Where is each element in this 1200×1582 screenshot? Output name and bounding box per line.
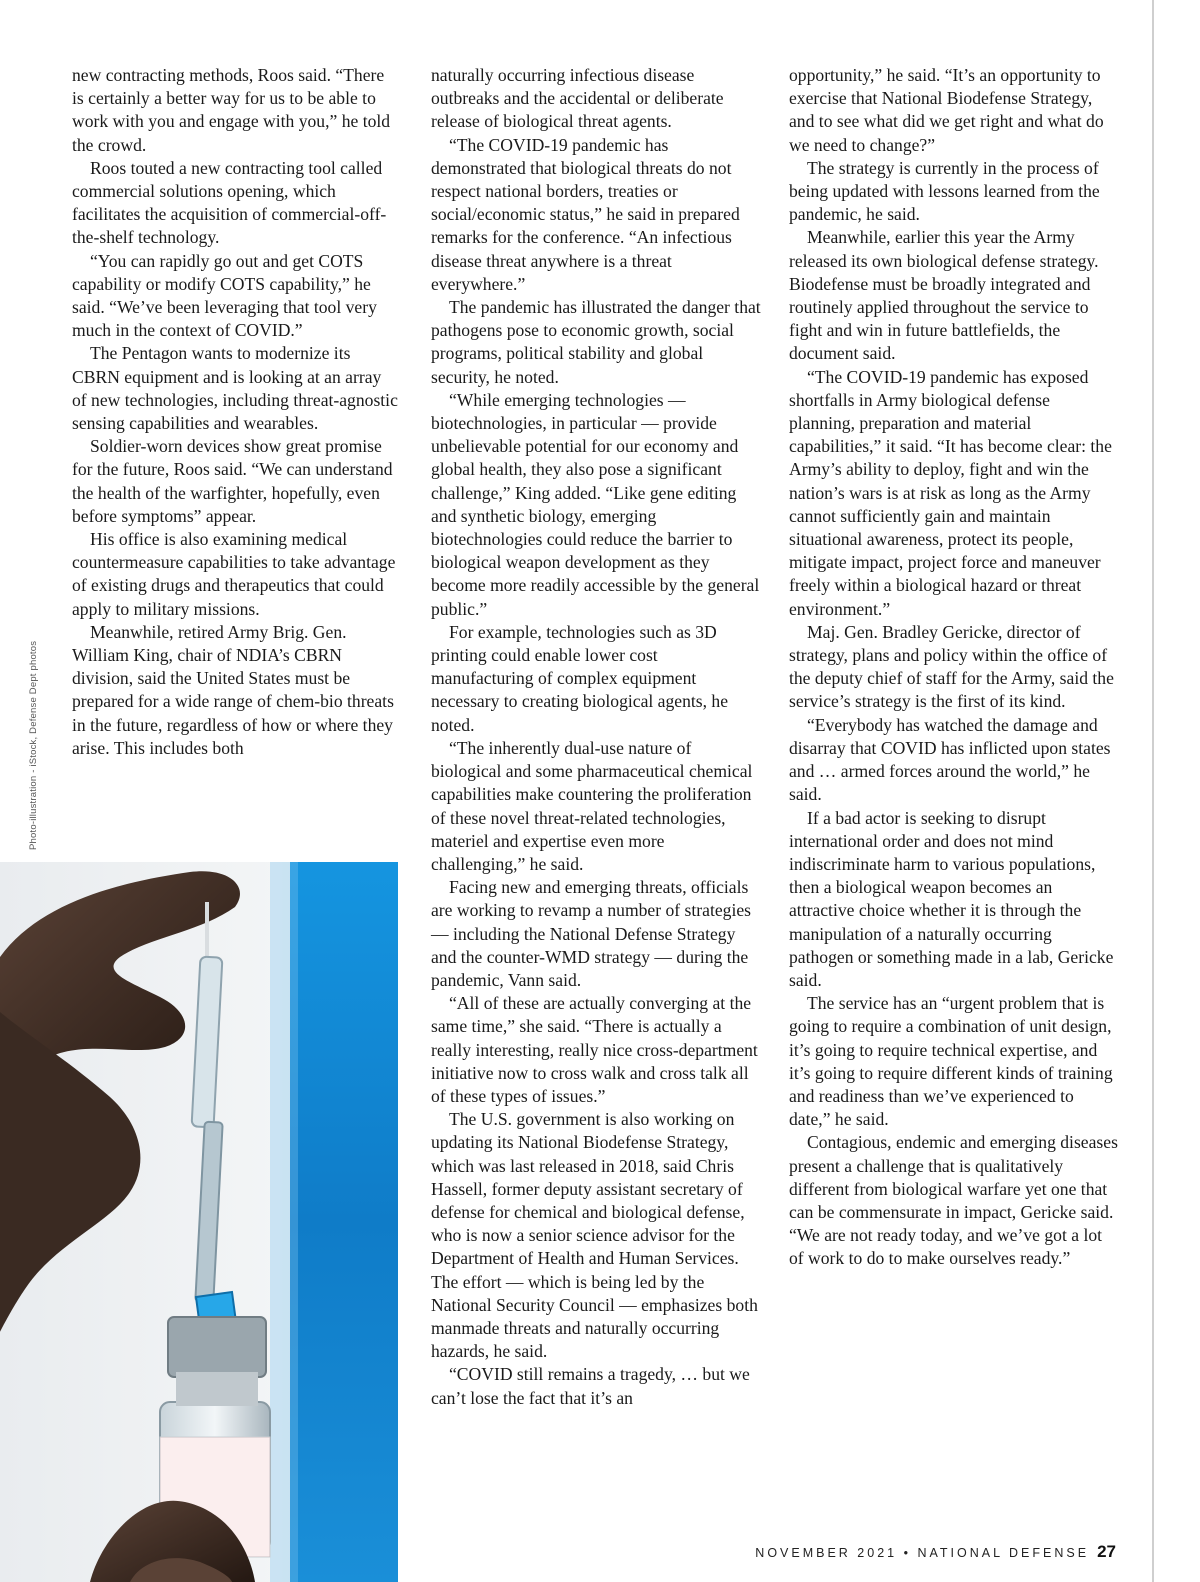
paragraph: opportunity,” he said. “It’s an opportunity to exercise that National Biodefense Strategy, and to see what did we get right and what do we need to change?”: [789, 65, 1104, 155]
paragraph: “The COVID-19 pandemic has exposed shortfalls in Army biological defense planning, preparation and material capabilities,” it said. “It has become clear: the Army’s ability to deploy, fight and win the nation’s wars is at risk as long as the Army cannot sufficiently gain and maintain situational awareness, protect its people, mitigate impact, project force and maneuver freely within a biological hazard or threat environment.”: [789, 366, 1112, 619]
paragraph: Roos touted a new contracting tool called commercial solutions opening, which facilitates the acquisition of commercial-off-the-shelf technology.: [72, 157, 387, 248]
paragraph: “The COVID-19 pandemic has demonstrated that biological threats do not respect national borders, treaties or social/economic status,” he said in prepared remarks for the conference. “An infectious disease threat anywhere is a threat everywhere.”: [431, 134, 740, 294]
article-column-2: [431, 64, 761, 1410]
blue-panel-glow: [270, 862, 298, 1582]
paragraph: Contagious, endemic and emerging diseases present a challenge that is qualitatively different from biological warfare yet one that can be commensurate in impact, Gericke said. “We are not ready today, and we’ve got a lot of work to do to make ourselves ready.”: [789, 1132, 1118, 1269]
paragraph: The Pentagon wants to modernize its CBRN equipment and is looking at an array of new technologies, including threat-agnostic sensing capabilities and wearables.: [72, 343, 398, 434]
paragraph: “All of these are actually converging at the same time,” she said. “There is actually a really interesting, really nice cross-department initiative now to cross walk and cross talk all of these types of issues.”: [431, 993, 758, 1106]
paragraph: The pandemic has illustrated the danger that pathogens pose to economic growth, social programs, political stability and global security, he noted.: [431, 297, 761, 387]
article-column-3: [789, 64, 1119, 1271]
paragraph: Facing new and emerging threats, officials are working to revamp a number of strategies — including the National Defense Strategy and the counter-WMD strategy — during the pandemic, Vann said.: [431, 877, 751, 990]
paragraph: “COVID still remains a tragedy, … but we can’t lose the fact that it’s an: [431, 1364, 750, 1408]
paragraph: “While emerging technologies — biotechnologies, in particular — provide unbelievable potential for our economy and global health, they also pose a significant challenge,” King added. “Like gene editing and synthetic biology, emerging biotechnologies could reduce the barrier to biological weapon development as they become more readily accessible by the general public.”: [431, 389, 760, 619]
paragraph: The service has an “urgent problem that is going to require a combination of unit design, it’s going to require technical expertise, and it’s going to require different kinds of training and readiness than we’ve experienced to date,” he said.: [789, 993, 1113, 1130]
paragraph: Soldier-worn devices show great promise for the future, Roos said. “We can understand the health of the warfighter, hopefully, even before symptoms” appear.: [72, 436, 393, 526]
paragraph: naturally occurring infectious disease outbreaks and the accidental or deliberate release of biological threat agents.: [431, 65, 724, 132]
photo-credit: Photo-illustration - iStock, Defense Dept photos: [28, 640, 39, 850]
paragraph: “The inherently dual-use nature of biological and some pharmaceutical chemical capabilities make countering the proliferation of these novel threat-related technologies, materiel and expertise even more challenging,” he said.: [431, 737, 753, 874]
blue-data-panel: [290, 862, 398, 1582]
paragraph: The U.S. government is also working on updating its National Biodefense Strategy, which was last released in 2018, said Chris Hassell, former deputy assistant secretary of defense for chemical and biological defense, who is now a senior science advisor for the Department of Health and Human Services. The effort — which is being led by the National Security Council — emphasizes both manmade threats and naturally occurring hazards, he said.: [431, 1109, 758, 1362]
paragraph: The strategy is currently in the process of being updated with lessons learned from the pandemic, he said.: [789, 157, 1100, 225]
page-number: 27: [1097, 1542, 1116, 1561]
paragraph: Meanwhile, retired Army Brig. Gen. William King, chair of NDIA’s CBRN division, said the United States must be prepared for a wide range of chem-bio threats in the future, regardless of how or where they arise. This includes both: [72, 621, 394, 758]
paragraph: Maj. Gen. Bradley Gericke, director of strategy, plans and policy within the office of the deputy chief of staff for the Army, said the service’s strategy is the first of its kind.: [789, 621, 1114, 712]
paragraph: Meanwhile, earlier this year the Army released its own biological defense strategy. Biodefense must be broadly integrated and routinely applied throughout the service to fight and win in future battlefields, the document said.: [789, 227, 1099, 364]
paragraph: “You can rapidly go out and get COTS capability or modify COTS capability,” he said. “We’ve been leveraging that tool very much in the context of COVID.”: [72, 250, 377, 341]
paragraph: “Everybody has watched the damage and disarray that COVID has inflicted upon states and … armed forces around the world,” he said.: [789, 714, 1111, 805]
page-edge-rule: [1152, 0, 1154, 1582]
vaccine-photo-svg: [0, 862, 398, 1582]
vaccine-photo-illustration: [0, 862, 398, 1582]
paragraph: His office is also examining medical countermeasure capabilities to take advantage of existing drugs and therapeutics that could apply to military missions.: [72, 529, 396, 619]
article-column-1: [72, 64, 400, 760]
paragraph: If a bad actor is seeking to disrupt international order and does not mind indiscriminate harm to various populations, then a biological weapon becomes an attractive choice whether it is through the manipulation of a naturally occurring pathogen or something made in a lab, Gericke said.: [789, 807, 1114, 990]
page-footer: [755, 1542, 1116, 1562]
issue-line: NOVEMBER 2021 • NATIONAL DEFENSE: [755, 1546, 1090, 1560]
paragraph: For example, technologies such as 3D printing could enable lower cost manufacturing of complex equipment necessary to creating biological agents, he noted.: [431, 621, 729, 735]
paragraph: new contracting methods, Roos said. “There is certainly a better way for us to be able to work with you and engage with you,” he told the crowd.: [72, 65, 391, 155]
